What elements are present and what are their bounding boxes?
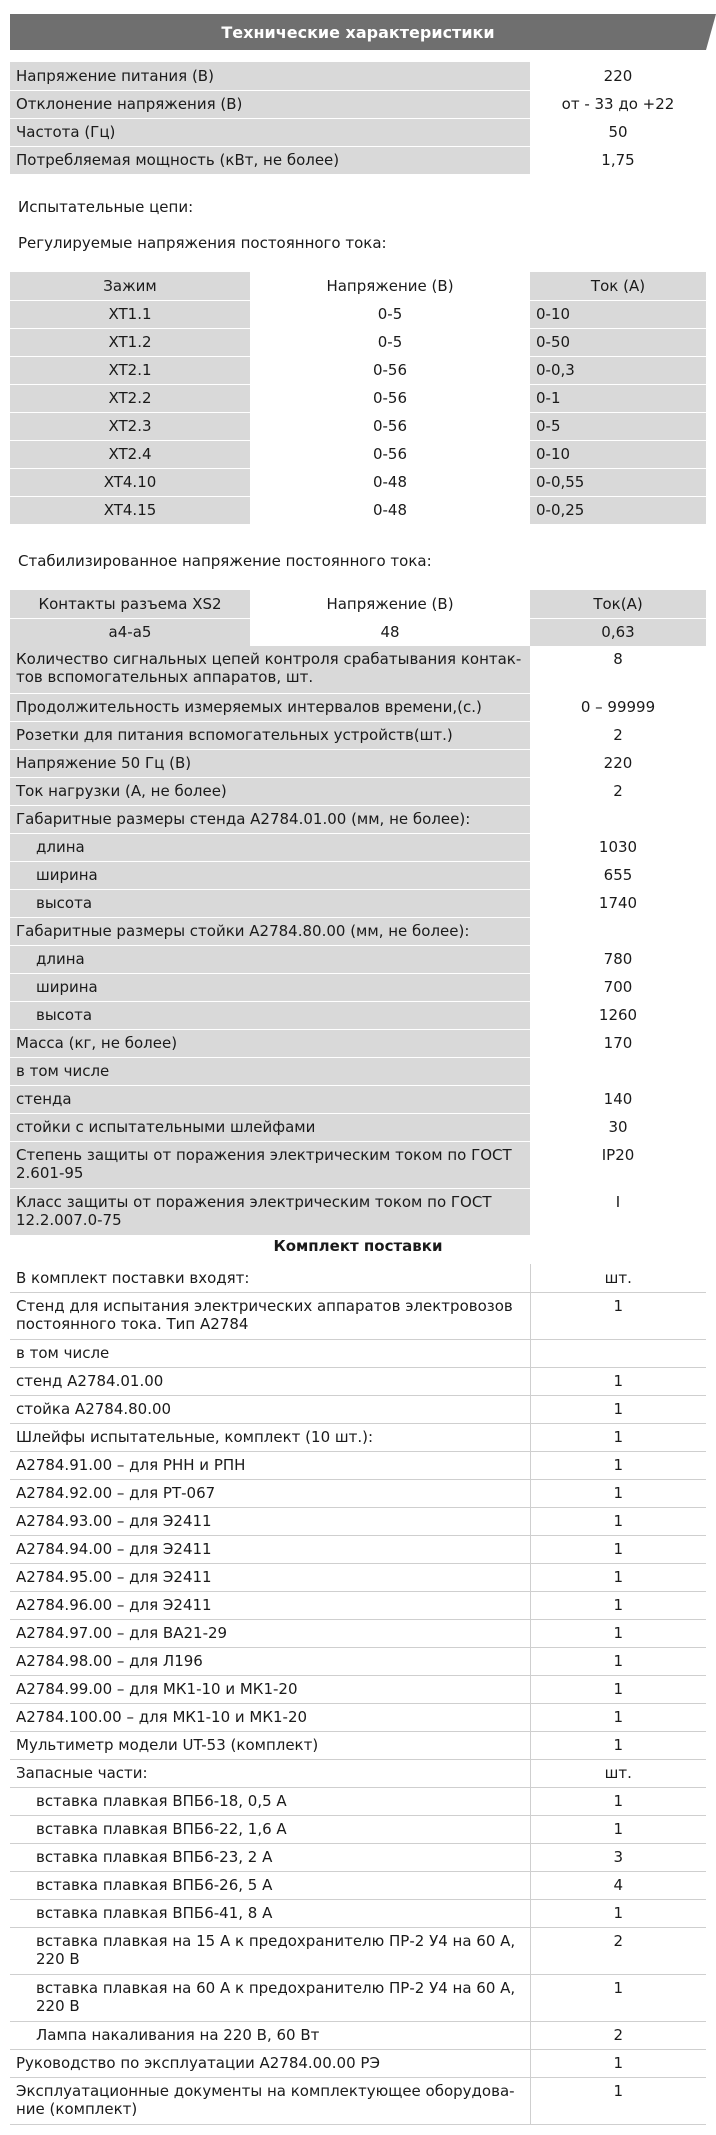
specs-label (10, 721, 530, 749)
cell-terminal: XT1.2 (10, 328, 250, 356)
stabilized-row (10, 618, 706, 646)
supply-label (10, 1264, 530, 1292)
supply-title: Комплект поставки (273, 1237, 443, 1255)
supply-row (10, 2049, 706, 2077)
cell-terminal: XT4.10 (10, 468, 250, 496)
cell-current: 0-0,55 (530, 468, 706, 496)
supply-label-line: Лампа накаливания на 220 В, 60 Вт (36, 2026, 320, 2044)
supply-value: 2 (530, 2021, 706, 2049)
cell-voltage: 0-5 (250, 300, 530, 328)
supply-row (10, 1647, 706, 1675)
supply-value: 1 (530, 1395, 706, 1423)
power-row (10, 146, 706, 174)
supply-label (10, 1927, 530, 1974)
supply-row (10, 2077, 706, 2124)
supply-value: 1 (530, 1451, 706, 1479)
supply-label (10, 1675, 530, 1703)
specs-table (10, 646, 706, 1236)
supply-row (10, 1535, 706, 1563)
supply-label-line: Эксплуатационные документы на комплектующее оборудова- (16, 2081, 515, 2100)
specs-label-line: длина (36, 950, 85, 968)
cell-voltage: 0-48 (250, 496, 530, 524)
supply-value: 1 (530, 1675, 706, 1703)
cell-voltage: 0-56 (250, 412, 530, 440)
specs-label-line: Габаритные размеры стойки А2784.80.00 (мм, не более): (16, 922, 470, 940)
supply-label-line: А2784.97.00 – для ВА21-29 (16, 1624, 228, 1642)
supply-row (10, 1507, 706, 1535)
supply-value: 1 (530, 2049, 706, 2077)
cell-terminal: XT2.4 (10, 440, 250, 468)
supply-value: 1 (530, 1423, 706, 1451)
specs-value: 8 (530, 646, 706, 693)
supply-label-line: Мультиметр модели UT-53 (комплект) (16, 1736, 319, 1754)
supply-row (10, 1843, 706, 1871)
supply-label (10, 1507, 530, 1535)
specs-row (10, 693, 706, 721)
header-voltage: Напряжение (В) (250, 272, 530, 300)
specs-row (10, 1057, 706, 1085)
specs-value: 780 (530, 945, 706, 973)
supply-value: шт. (530, 1759, 706, 1787)
supply-label-line: вставка плавкая ВПБ6-41, 8 А (36, 1904, 273, 1922)
power-value: от - 33 до +22 (530, 90, 706, 118)
supply-row (10, 1367, 706, 1395)
specs-label-line: тов вспомогательных аппаратов, шт. (16, 668, 314, 686)
supply-row (10, 1479, 706, 1507)
section-title: Технические характеристики (221, 22, 495, 42)
specs-label (10, 693, 530, 721)
cell-current: 0-10 (530, 300, 706, 328)
supply-label-line: вставка плавкая ВПБ6-18, 0,5 А (36, 1792, 287, 1810)
supply-row (10, 1339, 706, 1367)
header-current: Ток (А) (530, 272, 706, 300)
power-label: Потребляемая мощность (кВт, не более) (10, 146, 530, 174)
specs-label (10, 1057, 530, 1085)
supply-label-line: А2784.92.00 – для РТ-067 (16, 1484, 216, 1502)
specs-value: 220 (530, 749, 706, 777)
cell-terminal: XT4.15 (10, 496, 250, 524)
specs-value: 1260 (530, 1001, 706, 1029)
specs-row (10, 973, 706, 1001)
supply-row (10, 1395, 706, 1423)
specs-row (10, 1188, 706, 1235)
supply-label (10, 1292, 530, 1339)
supply-label-line: вставка плавкая на 60 А к предохранителю ПР-2 У4 на 60 А, (36, 1978, 516, 1997)
specs-label (10, 805, 530, 833)
cell-voltage: 0-56 (250, 440, 530, 468)
supply-label-line: вставка плавкая ВПБ6-22, 1,6 А (36, 1820, 287, 1838)
cell-contacts: a4-a5 (10, 618, 250, 646)
supply-label-line: Запасные части: (16, 1764, 148, 1782)
supply-value: 2 (530, 1927, 706, 1974)
power-row (10, 90, 706, 118)
supply-label (10, 1619, 530, 1647)
power-label: Частота (Гц) (10, 118, 530, 146)
supply-value: 1 (530, 1563, 706, 1591)
specs-label-line: ширина (36, 978, 98, 996)
specs-label-line: Продолжительность измеряемых интервалов времени,(с.) (16, 698, 482, 716)
cell-terminal: XT2.3 (10, 412, 250, 440)
supply-label-line: А2784.96.00 – для Э2411 (16, 1596, 212, 1614)
supply-label-line: стойка А2784.80.00 (16, 1400, 172, 1418)
supply-label-line: А2784.98.00 – для Л196 (16, 1652, 203, 1670)
cell-voltage: 0-56 (250, 384, 530, 412)
supply-value: 1 (530, 1292, 706, 1339)
specs-label (10, 833, 530, 861)
supply-label-line: Стенд для испытания электрических аппаратов электровозов (16, 1296, 513, 1315)
stabilized-table (10, 590, 706, 647)
supply-value: 1 (530, 1619, 706, 1647)
regulated-row (10, 356, 706, 384)
specs-label (10, 1001, 530, 1029)
supply-value: 1 (530, 1815, 706, 1843)
specs-value: 170 (530, 1029, 706, 1057)
supply-label-line: вставка плавкая на 15 А к предохранителю ПР-2 У4 на 60 А, (36, 1931, 516, 1950)
specs-label-line: Степень защиты от поражения электрическим током по ГОСТ (16, 1145, 512, 1164)
specs-label-line: стойки с испытательными шлейфами (16, 1118, 316, 1136)
supply-label (10, 1647, 530, 1675)
supply-value: 1 (530, 1479, 706, 1507)
supply-label (10, 2077, 530, 2124)
supply-row (10, 1871, 706, 1899)
supply-label-line: 220 В (36, 1949, 80, 1968)
specs-label (10, 861, 530, 889)
specs-label-line: Масса (кг, не более) (16, 1034, 178, 1052)
specs-value (530, 1057, 706, 1085)
specs-row (10, 1029, 706, 1057)
stabilized-label: Стабилизированное напряжение постоянного тока: (18, 552, 432, 570)
power-row (10, 62, 706, 90)
supply-value: 1 (530, 1899, 706, 1927)
specs-label-line: Габаритные размеры стенда А2784.01.00 (мм, не более): (16, 810, 471, 828)
header-voltage: Напряжение (В) (250, 590, 530, 618)
supply-label (10, 1395, 530, 1423)
regulated-row (10, 300, 706, 328)
supply-row (10, 1563, 706, 1591)
specs-label-line: Напряжение 50 Гц (В) (16, 754, 192, 772)
specs-label-line: высота (36, 1006, 93, 1024)
supply-row (10, 1899, 706, 1927)
supply-label (10, 1974, 530, 2021)
specs-value: 1740 (530, 889, 706, 917)
cell-voltage: 0-5 (250, 328, 530, 356)
supply-label-line: А2784.100.00 – для МК1-10 и МК1-20 (16, 1708, 308, 1726)
specs-row (10, 1001, 706, 1029)
specs-label (10, 646, 530, 693)
regulated-row (10, 328, 706, 356)
specs-label-line: длина (36, 838, 85, 856)
specs-label (10, 917, 530, 945)
supply-label-line: стенд А2784.01.00 (16, 1372, 164, 1390)
specs-value (530, 805, 706, 833)
specs-label-line: Ток нагрузки (А, не более) (16, 782, 227, 800)
regulated-table (10, 272, 706, 525)
supply-row (10, 1264, 706, 1292)
supply-row (10, 1451, 706, 1479)
specs-value: 700 (530, 973, 706, 1001)
supply-row (10, 1815, 706, 1843)
supply-row (10, 1591, 706, 1619)
supply-row (10, 1703, 706, 1731)
power-label: Напряжение питания (В) (10, 62, 530, 90)
supply-label (10, 1787, 530, 1815)
specs-label (10, 777, 530, 805)
specs-label (10, 1113, 530, 1141)
specs-row (10, 861, 706, 889)
supply-value: 4 (530, 1871, 706, 1899)
supply-label-line: ние (комплект) (16, 2099, 138, 2118)
power-label: Отклонение напряжения (В) (10, 90, 530, 118)
supply-value: 1 (530, 1703, 706, 1731)
specs-value: 655 (530, 861, 706, 889)
supply-label (10, 2049, 530, 2077)
supply-table (10, 1264, 706, 2125)
regulated-row (10, 384, 706, 412)
supply-label-line: А2784.91.00 – для РНН и РПН (16, 1456, 246, 1474)
cell-voltage: 0-48 (250, 468, 530, 496)
supply-label (10, 1899, 530, 1927)
supply-label (10, 1703, 530, 1731)
supply-label-line: А2784.93.00 – для Э2411 (16, 1512, 212, 1530)
section-title-bar (10, 14, 706, 50)
specs-label (10, 945, 530, 973)
cell-current: 0-0,3 (530, 356, 706, 384)
cell-terminal: XT2.2 (10, 384, 250, 412)
power-value: 220 (530, 62, 706, 90)
cell-current: 0-0,25 (530, 496, 706, 524)
cell-current: 0,63 (530, 618, 706, 646)
supply-value: 1 (530, 1367, 706, 1395)
specs-row (10, 1113, 706, 1141)
specs-label (10, 749, 530, 777)
supply-label (10, 1843, 530, 1871)
specs-label (10, 889, 530, 917)
regulated-header-row (10, 272, 706, 300)
supply-label (10, 1451, 530, 1479)
supply-label-line: вставка плавкая ВПБ6-26, 5 А (36, 1876, 273, 1894)
supply-value: 1 (530, 1591, 706, 1619)
supply-value: 1 (530, 1731, 706, 1759)
supply-row (10, 1731, 706, 1759)
header-terminal: Зажим (10, 272, 250, 300)
header-contacts: Контакты разъема XS2 (10, 590, 250, 618)
supply-value (530, 1339, 706, 1367)
supply-label (10, 1731, 530, 1759)
supply-label (10, 2021, 530, 2049)
supply-row (10, 1292, 706, 1339)
header-current: Ток(А) (530, 590, 706, 618)
supply-label-line: в том числе (16, 1344, 110, 1362)
specs-value: 30 (530, 1113, 706, 1141)
specs-label-line: высота (36, 894, 93, 912)
regulated-row (10, 496, 706, 524)
supply-label-line: Шлейфы испытательные, комплект (10 шт.): (16, 1428, 374, 1446)
supply-row (10, 1787, 706, 1815)
supply-label (10, 1535, 530, 1563)
supply-row (10, 1927, 706, 1974)
specs-row (10, 833, 706, 861)
specs-value: 2 (530, 721, 706, 749)
cell-current: 0-5 (530, 412, 706, 440)
regulated-row (10, 412, 706, 440)
supply-label-line: В комплект поставки входят: (16, 1268, 250, 1287)
supply-label-line: А2784.99.00 – для МК1-10 и МК1-20 (16, 1680, 298, 1698)
supply-label (10, 1815, 530, 1843)
specs-label (10, 1188, 530, 1235)
supply-row (10, 1619, 706, 1647)
specs-label-line: Класс защиты от поражения электрическим током по ГОСТ (16, 1192, 492, 1211)
specs-label-line: ширина (36, 866, 98, 884)
specs-row (10, 1141, 706, 1188)
cell-voltage: 0-56 (250, 356, 530, 384)
specs-value (530, 917, 706, 945)
supply-value: 1 (530, 2077, 706, 2124)
supply-label-line: 220 В (36, 1996, 80, 2015)
test-circuits-label: Испытательные цепи: (18, 198, 194, 216)
supply-label-line: Руководство по эксплуатации А2784.00.00 РЭ (16, 2054, 380, 2072)
supply-value: шт. (530, 1264, 706, 1292)
supply-label (10, 1479, 530, 1507)
cell-terminal: XT2.1 (10, 356, 250, 384)
supply-row (10, 1974, 706, 2021)
cell-current: 0-10 (530, 440, 706, 468)
supply-value: 3 (530, 1843, 706, 1871)
power-value: 50 (530, 118, 706, 146)
supply-value: 1 (530, 1507, 706, 1535)
supply-label-line: А2784.94.00 – для Э2411 (16, 1540, 212, 1558)
specs-value: 140 (530, 1085, 706, 1113)
specs-row (10, 805, 706, 833)
specs-label-line: 2.601-95 (16, 1163, 84, 1182)
specs-value: IP20 (530, 1141, 706, 1188)
specs-label-line: в том числе (16, 1062, 110, 1080)
supply-value: 1 (530, 1974, 706, 2021)
supply-row (10, 2021, 706, 2049)
supply-value: 1 (530, 1787, 706, 1815)
specs-row (10, 777, 706, 805)
supply-row (10, 1759, 706, 1787)
supply-row (10, 1675, 706, 1703)
specs-value: 0 – 99999 (530, 693, 706, 721)
supply-label (10, 1563, 530, 1591)
cell-terminal: XT1.1 (10, 300, 250, 328)
stabilized-header-row (10, 590, 706, 618)
specs-row (10, 721, 706, 749)
supply-label (10, 1423, 530, 1451)
specs-value: 2 (530, 777, 706, 805)
specs-row (10, 646, 706, 693)
cell-voltage: 48 (250, 618, 530, 646)
specs-value: 1030 (530, 833, 706, 861)
specs-row (10, 945, 706, 973)
supply-label-line: А2784.95.00 – для Э2411 (16, 1568, 212, 1586)
specs-label (10, 973, 530, 1001)
power-table (10, 62, 706, 175)
supply-label-line: вставка плавкая ВПБ6-23, 2 А (36, 1848, 273, 1866)
cell-current: 0-50 (530, 328, 706, 356)
supply-row (10, 1423, 706, 1451)
cell-current: 0-1 (530, 384, 706, 412)
supply-label (10, 1591, 530, 1619)
specs-label-line: Розетки для питания вспомогательных устройств(шт.) (16, 726, 453, 744)
specs-row (10, 749, 706, 777)
supply-value: 1 (530, 1647, 706, 1675)
specs-label (10, 1029, 530, 1057)
specs-row (10, 1085, 706, 1113)
regulated-row (10, 440, 706, 468)
specs-label-line: 12.2.007.0-75 (16, 1210, 122, 1229)
power-value: 1,75 (530, 146, 706, 174)
supply-label (10, 1759, 530, 1787)
specs-row (10, 889, 706, 917)
supply-value: 1 (530, 1535, 706, 1563)
specs-row (10, 917, 706, 945)
specs-label (10, 1085, 530, 1113)
regulated-label: Регулируемые напряжения постоянного тока: (18, 234, 387, 252)
specs-value: I (530, 1188, 706, 1235)
supply-label (10, 1871, 530, 1899)
supply-label (10, 1339, 530, 1367)
power-row (10, 118, 706, 146)
specs-label (10, 1141, 530, 1188)
supply-label-line: постоянного тока. Тип А2784 (16, 1314, 249, 1333)
regulated-row (10, 468, 706, 496)
specs-label-line: стенда (16, 1090, 72, 1108)
supply-label (10, 1367, 530, 1395)
specs-label-line: Количество сигнальных цепей контроля срабатывания контак- (16, 650, 522, 668)
